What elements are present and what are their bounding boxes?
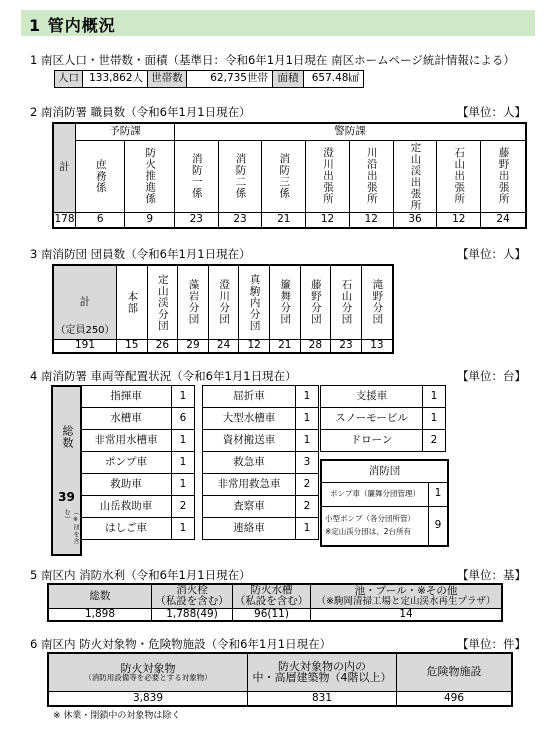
section2-title: 2 南消防署 職員数（令和6年1月1日現在） bbox=[30, 105, 251, 119]
brigade-value: 28 bbox=[300, 339, 331, 353]
staff-col-label: 澄川出張所 bbox=[322, 147, 335, 205]
staff-total-value: 178 bbox=[53, 212, 76, 228]
area-value: 657.48㎢ bbox=[304, 71, 364, 88]
brigade-col-label: 藤野分団 bbox=[309, 279, 322, 326]
water-hydrant-value: 1,788(49) bbox=[152, 608, 233, 621]
vehicle-count: 1 bbox=[423, 408, 446, 430]
brigade-value: 23 bbox=[331, 339, 362, 353]
staff-col-label: 消防二係 bbox=[234, 153, 247, 199]
brigade-total-label: 計 bbox=[79, 295, 91, 308]
vehicle-count: 3 bbox=[296, 452, 319, 474]
brigade-col-label: 滝野分団 bbox=[371, 279, 384, 326]
staff-value: 23 bbox=[218, 212, 262, 228]
staff-value: 36 bbox=[393, 212, 437, 228]
households-value: 62,735世帯 bbox=[187, 71, 273, 88]
vehicle-count: 1 bbox=[172, 452, 195, 474]
staff-col-label: 消防一係 bbox=[190, 153, 203, 199]
staff-total-label: 計 bbox=[53, 123, 76, 212]
staff-value: 12 bbox=[349, 212, 393, 228]
staff-value: 9 bbox=[125, 212, 174, 228]
brigade-col-1 bbox=[147, 265, 178, 339]
brigade-total-value: 191 bbox=[53, 339, 117, 353]
water-other-header bbox=[311, 584, 503, 608]
brigade-col-7 bbox=[331, 265, 362, 339]
fire-object-table bbox=[47, 652, 513, 707]
section4-title: 4 南消防署 車両等配置状況（令和6年1月1日現在） bbox=[30, 369, 297, 383]
highrise-title: 防火対象物の内の bbox=[278, 659, 366, 673]
section2-heading bbox=[30, 104, 526, 120]
staff-col-label: 川沿出張所 bbox=[365, 147, 378, 205]
fire-object-title: 防火対象物 bbox=[120, 661, 176, 675]
water-total-header: 総数 bbox=[48, 584, 152, 608]
brigade-col-3 bbox=[208, 265, 239, 339]
brigade-col-label: 定山渓分団 bbox=[156, 273, 169, 331]
staff-value: 12 bbox=[437, 212, 481, 228]
brigade-col-label: 本部 bbox=[126, 290, 139, 314]
brigade-quota: （定員250） bbox=[55, 325, 115, 336]
water-table bbox=[47, 583, 503, 622]
section3-heading bbox=[30, 246, 526, 262]
brigade-col-6 bbox=[300, 265, 331, 339]
staff-col-2 bbox=[174, 140, 218, 212]
vehicle-name: 救急車 bbox=[203, 452, 296, 474]
water-tank-header bbox=[233, 584, 311, 608]
highrise-value: 831 bbox=[248, 691, 397, 706]
brigade-value: 13 bbox=[361, 339, 393, 353]
section6-unit: 【単位：件】 bbox=[457, 637, 526, 651]
vehicle-count: 1 bbox=[172, 518, 195, 540]
staff-col-7 bbox=[393, 140, 437, 212]
hazmat-header: 危険物施設 bbox=[397, 653, 513, 691]
brigade-col-0 bbox=[117, 265, 148, 339]
water-total-value: 1,898 bbox=[48, 608, 152, 621]
closure-note: ※ 休業・閉鎖中の対象物は除く bbox=[53, 711, 181, 721]
fire-object-header bbox=[48, 653, 248, 691]
brigade-col-label: 簾舞分団 bbox=[279, 279, 292, 326]
brigade-col-5 bbox=[269, 265, 300, 339]
brigade-pump-value: 1 bbox=[429, 482, 449, 506]
staff-col-label: 庶務係 bbox=[94, 158, 107, 194]
water-other-sub: （※駒岡清掃工場と定山渓水再生プラザ） bbox=[316, 595, 496, 607]
vehicle-count: 2 bbox=[423, 430, 446, 452]
vehicle-name: 大型水槽車 bbox=[203, 408, 296, 430]
section4-unit: 【単位：台】 bbox=[457, 369, 526, 383]
area-label: 面積 bbox=[273, 71, 304, 88]
staff-col-label: 藤野出張所 bbox=[497, 147, 510, 205]
brigade-vehicle-title: 消防団 bbox=[321, 460, 448, 482]
brigade-col-label: 藻岩分団 bbox=[187, 279, 200, 326]
staff-col-5 bbox=[306, 140, 350, 212]
vehicle-name: 査察車 bbox=[203, 496, 296, 518]
fire-object-value: 3,839 bbox=[48, 691, 248, 706]
vehicle-name: ドローン bbox=[321, 430, 423, 452]
vehicle-total-box bbox=[51, 385, 82, 556]
vehicle-name: 救助車 bbox=[81, 474, 172, 496]
staff-col-4 bbox=[262, 140, 306, 212]
vehicle-count: 1 bbox=[172, 430, 195, 452]
fire-object-sub: （消防用設備等を必要とする対象物） bbox=[84, 673, 212, 683]
households-label: 世帯数 bbox=[148, 71, 187, 88]
vehicle-name: 非常用水槽車 bbox=[81, 430, 172, 452]
staff-table bbox=[52, 122, 527, 229]
staff-value: 12 bbox=[306, 212, 350, 228]
vehicle-count: 2 bbox=[172, 496, 195, 518]
vehicle-name: スノーモービル bbox=[321, 408, 423, 430]
staff-col-label: 定山渓出張所 bbox=[409, 141, 422, 211]
vehicle-list-1 bbox=[80, 385, 195, 540]
brigade-vehicle-table bbox=[320, 459, 449, 547]
brigade-small-pump-value: 9 bbox=[429, 506, 449, 546]
section6-heading bbox=[30, 636, 526, 652]
staff-col-9 bbox=[481, 140, 526, 212]
vehicle-name: 資材搬送車 bbox=[203, 430, 296, 452]
vehicle-count: 2 bbox=[296, 474, 319, 496]
vehicle-total-note: （※団を含む） bbox=[63, 509, 79, 545]
vehicle-count: 1 bbox=[296, 430, 319, 452]
vehicle-count: 1 bbox=[423, 386, 446, 408]
staff-group-yobo: 予防課 bbox=[76, 123, 175, 140]
section3-title: 3 南消防団 団員数（令和6年1月1日現在） bbox=[30, 247, 251, 261]
vehicle-name: 水槽車 bbox=[81, 408, 172, 430]
section2-unit: 【単位：人】 bbox=[457, 105, 526, 119]
brigade-small-pump-note: ※定山渓分団は、2台所有 bbox=[325, 527, 412, 537]
staff-col-8 bbox=[437, 140, 481, 212]
section3-unit: 【単位：人】 bbox=[457, 247, 526, 261]
brigade-small-pump bbox=[321, 506, 429, 546]
brigade-value: 15 bbox=[117, 339, 148, 353]
vehicle-count: 1 bbox=[296, 386, 319, 408]
vehicle-count: 1 bbox=[172, 386, 195, 408]
vehicle-name: 連絡車 bbox=[203, 518, 296, 540]
population-table bbox=[54, 70, 364, 88]
water-hydrant-header bbox=[152, 584, 233, 608]
staff-group-keibo: 警防課 bbox=[174, 123, 526, 140]
pop-value: 133,862人 bbox=[83, 71, 148, 88]
water-tank-value: 96(11) bbox=[233, 608, 311, 621]
staff-col-6 bbox=[349, 140, 393, 212]
vehicle-name: 指揮車 bbox=[81, 386, 172, 408]
brigade-value: 26 bbox=[147, 339, 178, 353]
vehicle-name: 屈折車 bbox=[203, 386, 296, 408]
brigade-col-2 bbox=[178, 265, 209, 339]
staff-value: 23 bbox=[174, 212, 218, 228]
vehicle-total-value: 39 bbox=[58, 490, 75, 504]
staff-col-label: 消防三係 bbox=[278, 153, 291, 199]
brigade-col-label: 石山分団 bbox=[340, 279, 353, 326]
staff-col-0 bbox=[76, 140, 125, 212]
brigade-small-pump-label: 小型ポンプ（各分団所管） bbox=[325, 514, 415, 524]
vehicle-count: 1 bbox=[296, 408, 319, 430]
water-tank-title: 防火水槽 bbox=[250, 584, 293, 597]
staff-value: 21 bbox=[262, 212, 306, 228]
brigade-pump-label: ポンプ車（簾舞分団管理） bbox=[321, 482, 429, 506]
vehicle-name: 非常用救急車 bbox=[203, 474, 296, 496]
highrise-sub: 中・高層建築物（4階以上） bbox=[252, 671, 392, 685]
vehicle-count: 2 bbox=[296, 496, 319, 518]
brigade-table bbox=[52, 264, 394, 354]
brigade-total-header bbox=[53, 265, 117, 339]
section5-unit: 【単位：基】 bbox=[457, 568, 526, 582]
brigade-value: 12 bbox=[239, 339, 270, 353]
staff-col-1 bbox=[125, 140, 174, 212]
vehicle-list-3 bbox=[320, 385, 446, 452]
staff-value: 24 bbox=[481, 212, 526, 228]
vehicle-count: 1 bbox=[172, 474, 195, 496]
staff-value: 6 bbox=[76, 212, 125, 228]
water-hydrant-title: 消火栓 bbox=[176, 584, 208, 597]
section1-heading: 1 南区人口・世帯数・面積（基準日：令和6年1月1日現在 南区ホームページ統計情報による） bbox=[30, 53, 515, 67]
vehicle-name: はしご車 bbox=[81, 518, 172, 540]
brigade-col-8 bbox=[361, 265, 393, 339]
section5-heading bbox=[30, 567, 526, 583]
water-tank-sub: （私設を含む） bbox=[234, 595, 309, 608]
brigade-col-label: 真駒内分団 bbox=[248, 273, 261, 331]
hazmat-value: 496 bbox=[397, 691, 513, 706]
brigade-value: 29 bbox=[178, 339, 209, 353]
brigade-value: 24 bbox=[208, 339, 239, 353]
section5-title: 5 南区内 消防水利（令和6年1月1日現在） bbox=[30, 568, 251, 582]
vehicle-count: 6 bbox=[172, 408, 195, 430]
staff-col-label: 石山出張所 bbox=[453, 147, 466, 205]
staff-col-3 bbox=[218, 140, 262, 212]
page-title: 1 管内概況 bbox=[29, 16, 116, 35]
vehicle-name: ポンプ車 bbox=[81, 452, 172, 474]
section6-title: 6 南区内 防火対象物・危険物施設（令和6年1月1日現在） bbox=[30, 637, 332, 651]
water-other-title: 池・プール・※その他 bbox=[354, 584, 458, 597]
page-title-bar bbox=[21, 10, 535, 36]
vehicle-list-2 bbox=[202, 385, 319, 540]
water-hydrant-sub: （私設を含む） bbox=[155, 595, 229, 608]
vehicle-count: 1 bbox=[296, 518, 319, 540]
pop-label: 人口 bbox=[55, 71, 83, 88]
brigade-col-4 bbox=[239, 265, 270, 339]
vehicle-total-label: 総数 bbox=[61, 425, 74, 449]
vehicle-name: 支援車 bbox=[321, 386, 423, 408]
staff-col-label: 防火推進係 bbox=[144, 147, 157, 205]
water-other-value: 14 bbox=[311, 608, 503, 621]
brigade-value: 21 bbox=[269, 339, 300, 353]
vehicle-name: 山岳救助車 bbox=[81, 496, 172, 518]
brigade-col-label: 澄川分団 bbox=[218, 279, 231, 326]
highrise-header bbox=[248, 653, 397, 691]
section4-heading bbox=[30, 368, 526, 384]
